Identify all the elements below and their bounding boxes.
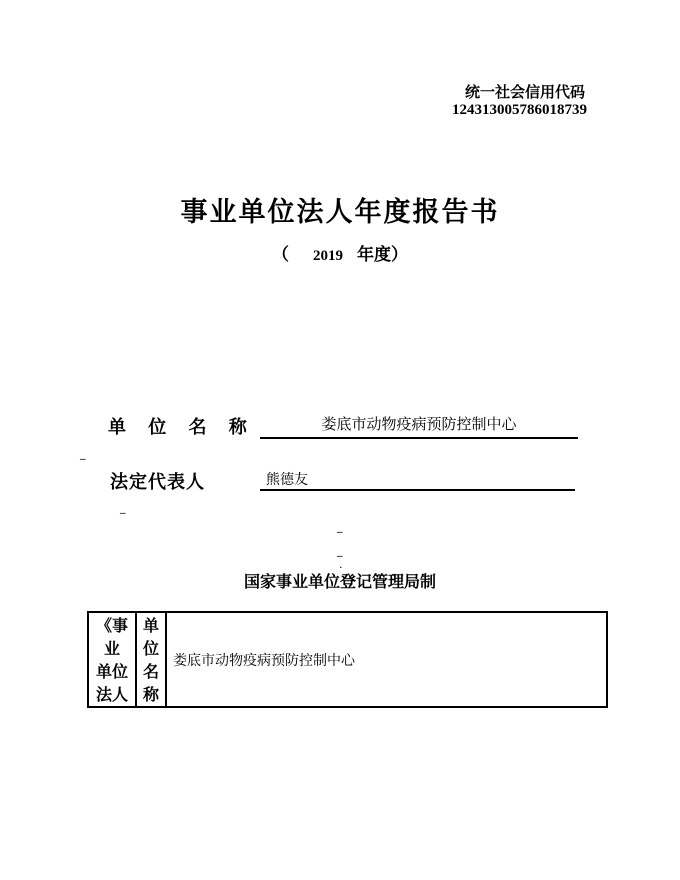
- table-row: [88, 612, 607, 707]
- legal-rep-field: 熊德友: [260, 469, 575, 491]
- marker-dash: _: [80, 447, 86, 460]
- report-year: 2019: [313, 248, 343, 264]
- cell-line: 单: [142, 615, 159, 635]
- marker-dot: .: [339, 558, 343, 571]
- legal-rep-label: 法定代表人: [110, 472, 205, 493]
- credit-code-label: 统一社会信用代码: [464, 83, 585, 101]
- report-title: 事业单位法人年度报告书: [180, 197, 500, 228]
- year-suffix: 年度）: [357, 245, 408, 265]
- cell-line: 《事: [95, 615, 128, 635]
- info-table: [87, 611, 608, 708]
- unit-name-field: 娄底市动物疫病预防控制中心: [260, 413, 578, 439]
- credit-code-value: 124313005786018739: [452, 102, 587, 118]
- cell-line: 业: [103, 638, 120, 658]
- unit-name-label: 单 位 名 称: [108, 417, 255, 438]
- table-cell-document-type: [88, 612, 136, 707]
- cell-line: 位: [142, 638, 159, 658]
- cell-line: 单位: [95, 661, 128, 681]
- cell-line: 法人: [95, 684, 128, 704]
- table-cell-name-label: [136, 612, 166, 707]
- marker-dash: _: [120, 501, 126, 514]
- issuer-line: 国家事业单位登记管理局制: [243, 572, 436, 591]
- table-cell-name-value: 娄底市动物疫病预防控制中心: [166, 612, 607, 707]
- marker-dash: _: [337, 520, 343, 533]
- report-year-line: [0, 240, 680, 265]
- cell-line: 名: [142, 661, 159, 681]
- marker-dash: _: [337, 544, 343, 557]
- cell-line: 称: [142, 684, 159, 704]
- year-open-paren: （: [272, 245, 289, 265]
